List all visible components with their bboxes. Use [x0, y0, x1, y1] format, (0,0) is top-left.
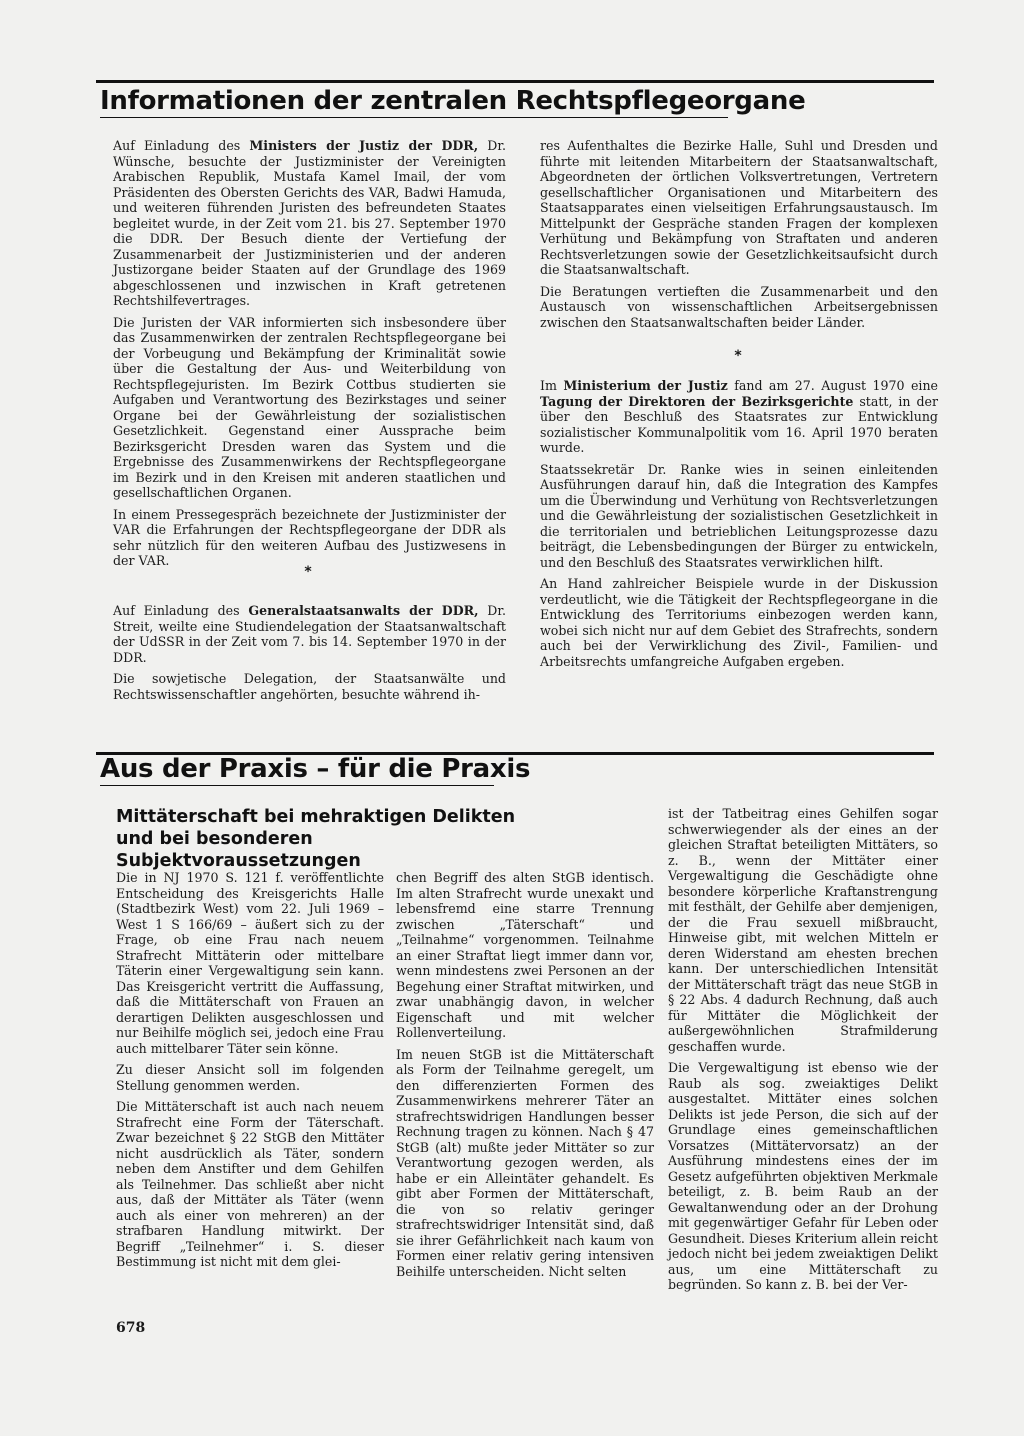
paragraph: ist der Tatbeitrag eines Gehilfen sogar schwerwiegender als der eines an der gleichen Straftat beteiligten Mittäters, so z. B., wenn der Mittäter einer Vergewaltigung die Geschädigte ohne besondere körperliche Kraftanstrengung mit festhält, der Gehilfe aber demjenigen, der die Frau sexuell mißbraucht, Hinweise gibt, mit welchen Mitteln er deren Widerstand am ehesten brechen kann. Der unterschiedlichen Intensität der Mittäterschaft trägt das neue StGB in § 22 Abs. 4 dadurch Rechnung, daß auch für Mittäter die Möglichkeit der außergewöhnlichen Strafmilderung geschaffen wurde.: [668, 806, 938, 1054]
paragraph: In einem Pressegespräch bezeichnete der Justizminister der VAR die Erfahrungen der Rechtspflegeorgane der DDR als sehr nützlich für den weiteren Aufbau des Justizwesens in der VAR.: [113, 506, 506, 568]
paragraph: Die sowjetische Delegation, der Staatsanwälte und Rechtswissenschaftler angehörten, besuchte während ih-: [113, 671, 506, 702]
paragraph: chen Begriff des alten StGB identisch. Im alten Strafrecht wurde unexakt und lebensfremd eine starre Trennung zwischen „Täterschaft“ und „Teilnahme“ vorgenommen. Teilnahme an einer Straftat liegt immer dann vor, wenn mindestens zwei Personen an der Begehung einer Straftat mitwirken, und zwar unabhängig davon, in welcher Eigenschaft und mit welcher Rollenverteilung.: [396, 870, 654, 1040]
article-title-line1: Mittäterschaft bei mehraktigen Delikten: [116, 807, 516, 827]
paragraph: Auf Einladung des Ministers der Justiz der DDR, Dr. Wünsche, besuchte der Justizminister der Vereinigten Arabischen Republik, Mustafa Kamel Imail, der vom Präsidenten des Obersten Gerichts des VAR, Badwi Hamuda, und weiteren führenden Juristen des befreundeten Staates begleitet wurde, in der Zeit vom 21. bis 27. September 1970 die DDR. Der Besuch diente der Vertiefung der Zusammenarbeit der Justizministerien und der anderen Justizorgane beider Staaten auf der Grundlage des 1969 abgeschlossenen und inzwischen in Kraft getretenen Rechtshilfevertrages.: [113, 138, 506, 308]
section2-column-3: [668, 806, 938, 1299]
paragraph: Die Beratungen vertieften die Zusammenarbeit und den Austausch von wissenschaftlichen Arbeitsergebnissen zwischen den Staatsanwaltschaften beider Länder.: [540, 283, 938, 330]
paragraph: Die Vergewaltigung ist ebenso wie der Raub als sog. zweiaktiges Delikt ausgestaltet. Mittäter eines solchen Delikts ist jede Person, die sich auf der Grundlage eines gemeinschaftlichen Vorsatzes (Mittätervorsatz) an der Ausführung mindestens eines der im Gesetz aufgeführten objektiven Merkmale beteiligt, z. B. beim Raub an der Gewaltanwendung oder an der Drohung mit gegenwärtiger Gefahr für Leben oder Gesundheit. Dieses Kriterium allein reicht jedoch nicht bei jedem zweiaktigen Delikt aus, um eine Mittäterschaft zu begründen. So kann z. B. bei der Ver-: [668, 1060, 938, 1292]
section1-left-column: [113, 138, 506, 575]
section2-column-1: [116, 870, 384, 1276]
section1-right-column: [540, 138, 938, 336]
paragraph: Die in NJ 1970 S. 121 f. veröffentlichte Entscheidung des Kreisgerichts Halle (Stadtbezirk West) vom 22. Juli 1969 – West 1 S 166/69 – äußert sich zu der Frage, ob eine Frau nach neuem Strafrecht Mittäterin oder mittelbare Täterin einer Vergewaltigung sein kann. Das Kreisgericht vertritt die Auffassung, daß die Mittäterschaft von Frauen an derartigen Delikten ausgeschlossen und nur Beihilfe möglich sei, jedoch eine Frau auch mittelbarer Täter sein könne.: [116, 870, 384, 1056]
section2-column-2: [396, 870, 654, 1285]
article-title: [116, 806, 546, 872]
page-number: 678: [116, 1320, 146, 1336]
paragraph: res Aufenthaltes die Bezirke Halle, Suhl und Dresden und führte mit leitenden Mitarbeitern der Staatsanwaltschaft, Abgeordneten der örtlichen Volksvertretungen, Vertretern gesellschaftlicher Organisationen und Mitarbeitern des Staatsapparates einen vielseitigen Erfahrungsaustausch. Im Mittelpunkt der Gespräche standen Fragen der komplexen Verhütung und Bekämpfung von Straftaten und anderen Rechtsverletzungen sowie der Gesetzlichkeitsaufsicht durch die Staatsanwaltschaft.: [540, 138, 938, 277]
paragraph: Zu dieser Ansicht soll im folgenden Stellung genommen werden.: [116, 1062, 384, 1093]
section1-heading: Informationen der zentralen Rechtspflegeorgane: [100, 86, 806, 116]
article-title-line2: und bei besonderen Subjektvoraussetzungen: [116, 829, 361, 871]
section1-heading-underline: [100, 117, 728, 118]
paragraph: Im neuen StGB ist die Mittäterschaft als Form der Teilnahme geregelt, um den differenzierten Formen des Zusammenwirkens mehrerer Täter an strafrechtswidrigen Handlungen besser Rechnung tragen zu können. Nach § 47 StGB (alt) mußte jeder Mittäter so zur Verantwortung gezogen werden, als habe er ein Alleintäter gehandelt. Es gibt aber Formen der Mittäterschaft, die von so relativ geringer strafrechtswidriger Intensität sind, daß sie ihrer Gefährlichkeit nach kaum von Formen einer relativ gering intensiven Beihilfe unterscheiden. Nicht selten: [396, 1046, 654, 1279]
paragraph: Im Ministerium der Justiz fand am 27. August 1970 eine Tagung der Direktoren der Bezirksgerichte statt, in der über den Beschluß des Staatsrates zur Entwicklung sozialistischer Kommunalpolitik vom 16. April 1970 beraten wurde.: [540, 378, 939, 455]
paragraph: An Hand zahlreicher Beispiele wurde in der Diskussion verdeutlicht, wie die Tätigkeit der Rechtspflegeorgane in die Entwicklung des Territoriums einbezogen werden kann, wobei sich nicht nur auf dem Gebiet des Strafrechts, sondern auch bei der Verwirklichung des Zivil-, Familien- und Arbeitsrechts umfangreiche Aufgaben ergeben.: [540, 576, 938, 669]
paragraph: Staatssekretär Dr. Ranke wies in seinen einleitenden Ausführungen darauf hin, daß die Integration des Kampfes um die Überwindung und Verhütung von Rechtsverletzungen und die Gewährleistung der sozialistischen Gesetzlichkeit in die territorialen und betrieblichen Leitungsprozesse dazu beiträgt, die Lebensbedingungen der Bürger zu entwickeln, und den Beschluß des Staatsrates verwirklichen hilft.: [540, 461, 938, 570]
separator-star: *: [734, 348, 742, 364]
paragraph: Auf Einladung des Generalstaatsanwalts der DDR, Dr. Streit, weilte eine Studiendelegation der Staatsanwaltschaft der UdSSR in der Zeit vom 7. bis 14. September 1970 in der DDR.: [113, 603, 506, 665]
paragraph: Die Mittäterschaft ist auch nach neuem Strafrecht eine Form der Täterschaft. Zwar bezeichnet § 22 StGB den Mittäter nicht ausdrücklich als Täter, sondern neben dem Anstifter und dem Gehilfen als Teilnehmer. Das schließt aber nicht aus, daß der Mittäter als Täter (wenn auch als einer von mehreren) an der strafbaren Handlung mitwirkt. Der Begriff „Teilnehmer“ i. S. dieser Bestimmung ist nicht mit dem glei-: [116, 1099, 384, 1269]
section2-heading: Aus der Praxis – für die Praxis: [100, 754, 531, 784]
section2-heading-underline: [100, 785, 494, 786]
section1-top-rule: [96, 80, 934, 83]
section1-left-column-cont: [113, 603, 506, 708]
paragraph: Die Juristen der VAR informierten sich insbesondere über das Zusammenwirken der zentralen Rechtspflegeorgane bei der Vorbeugung und Bekämpfung der Kriminalität sowie über die Gestaltung der Aus- und Weiterbildung von Rechtspflegejuristen. Im Bezirk Cottbus studierten sie Aufgaben und Verantwortung des Bezirkstages und seiner Organe bei der Gewährleistung der sozialistischen Gesetzlichkeit. Gegenstand einer Aussprache beim Bezirksgericht Dresden waren das System und die Ergebnisse des Zusammenwirkens der Rechtspflegeorgane im Bezirk und in den Kreisen mit anderen staatlichen und gesellschaftlichen Organen.: [113, 314, 506, 500]
separator-star: *: [304, 564, 312, 580]
section1-right-column-cont: [540, 378, 938, 675]
